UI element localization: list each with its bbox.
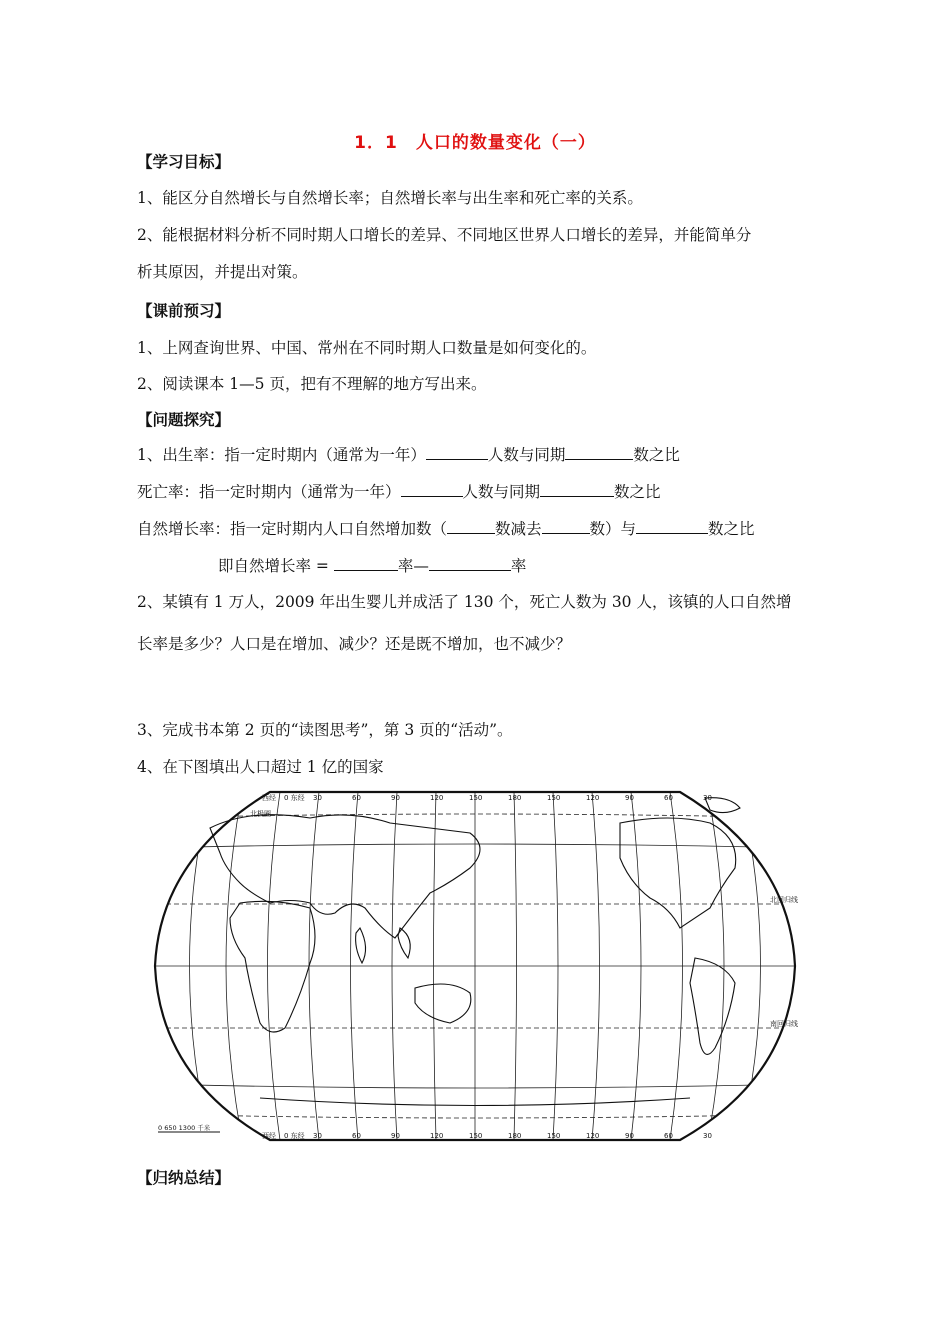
goals-heading: 【学习目标】 [137, 153, 231, 171]
bottom-longitude-label-7: 180 [508, 1132, 522, 1140]
bottom-longitude-label-9: 120 [586, 1132, 600, 1140]
preview-item-1: 1、上网查询世界、中国、常州在不同时期人口数量是如何变化的。 [137, 339, 597, 357]
natural-blank-2[interactable] [542, 518, 590, 534]
tropic-of-capricorn-label: 南回归线 [770, 1020, 798, 1028]
top-longitude-label-9: 120 [586, 794, 600, 802]
top-longitude-label-3: 60 [352, 794, 361, 802]
question-2-line-1: 2、某镇有 1 万人，2009 年出生婴儿并成活了 130 个，死亡人数为 30 人，该镇的人口自然增 [137, 593, 792, 611]
question-2-line-2: 长率是多少？人口是在增加、减少？还是既不增加，也不减少？ [137, 635, 572, 653]
natural-rate-prefix: 自然增长率：指一定时期内人口自然增加数（ [137, 520, 448, 538]
natural-rate-line [137, 518, 755, 539]
question-4: 4、在下图填出人口超过 1 亿的国家 [137, 758, 384, 776]
top-longitude-label-0: 西经 [262, 794, 276, 802]
natural-rate-suffix: 数之比 [708, 520, 755, 538]
death-rate-prefix: 死亡率：指一定时期内（通常为一年） [137, 483, 401, 501]
birth-rate-suffix: 数之比 [633, 446, 680, 464]
bottom-longitude-label-1: 0 东经 [284, 1132, 305, 1140]
summary-heading: 【归纳总结】 [137, 1169, 231, 1187]
question-3: 3、完成书本第 2 页的“读图思考”，第 3 页的“活动”。 [137, 721, 513, 739]
birth-blank-1[interactable] [426, 444, 488, 460]
death-rate-mid: 人数与同期 [462, 483, 541, 501]
preview-item-2: 2、阅读课本 1—5 页，把有不理解的地方写出来。 [137, 375, 487, 393]
page-title: 1．1 人口的数量变化（一） [354, 133, 596, 153]
goals-item-2-line-1: 2、能根据材料分析不同时期人口增长的差异、不同地区世界人口增长的差异，并能简单分 [137, 226, 752, 244]
top-longitude-label-11: 60 [664, 794, 673, 802]
death-blank-1[interactable] [401, 481, 463, 497]
tropic-of-cancer-label: 北回归线 [770, 896, 798, 904]
inquiry-heading: 【问题探究】 [137, 411, 231, 429]
death-rate-line [137, 481, 661, 502]
death-blank-2[interactable] [540, 481, 614, 497]
natural-blank-1[interactable] [447, 518, 495, 534]
birth-rate-prefix: 1、出生率：指一定时期内（通常为一年） [137, 446, 426, 464]
graticule [150, 792, 800, 1140]
natural-rate-mid-1: 数减去 [495, 520, 542, 538]
bottom-longitude-label-5: 120 [430, 1132, 444, 1140]
world-map[interactable] [150, 788, 800, 1143]
bottom-longitude-label-11: 60 [664, 1132, 673, 1140]
top-longitude-label-1: 0 东经 [284, 794, 305, 802]
formula-suffix: 率 [510, 557, 527, 575]
top-longitude-label-10: 90 [625, 794, 634, 802]
bottom-longitude-label-3: 60 [352, 1132, 361, 1140]
birth-rate-mid: 人数与同期 [487, 446, 566, 464]
map-scale-label: 0 650 1300 千米 [158, 1124, 211, 1132]
bottom-longitude-label-10: 90 [625, 1132, 634, 1140]
arctic-circle-label: 北极圈 [250, 810, 271, 818]
formula-blank-2[interactable] [429, 555, 511, 571]
formula-line [218, 555, 526, 576]
natural-rate-mid-2: 数）与 [589, 520, 637, 538]
death-rate-suffix: 数之比 [614, 483, 661, 501]
bottom-longitude-labels [262, 1131, 712, 1140]
bottom-longitude-label-4: 90 [391, 1132, 400, 1140]
top-longitude-label-7: 180 [508, 794, 522, 802]
goals-item-2-line-2: 析其原因，并提出对策。 [137, 263, 308, 281]
preview-heading: 【课前预习】 [137, 302, 231, 320]
top-longitude-label-5: 120 [430, 794, 444, 802]
formula-mid: 率— [397, 557, 429, 575]
top-longitude-label-12: 30 [703, 794, 712, 802]
bottom-longitude-label-0: 西经 [262, 1132, 276, 1140]
goals-item-1: 1、能区分自然增长与自然增长率；自然增长率与出生率和死亡率的关系。 [137, 189, 643, 207]
top-longitude-labels [262, 793, 712, 802]
bottom-longitude-label-6: 150 [469, 1132, 483, 1140]
top-longitude-label-4: 90 [391, 794, 400, 802]
bottom-longitude-label-2: 30 [313, 1132, 322, 1140]
natural-blank-3[interactable] [636, 518, 708, 534]
world-map-svg [150, 788, 800, 1143]
bottom-longitude-label-12: 30 [703, 1132, 712, 1140]
birth-rate-line [137, 444, 680, 465]
top-longitude-label-6: 150 [469, 794, 483, 802]
formula-prefix: 即自然增长率 = [218, 557, 329, 575]
top-longitude-label-8: 150 [547, 794, 561, 802]
bottom-longitude-label-8: 150 [547, 1132, 561, 1140]
top-longitude-label-2: 30 [313, 794, 322, 802]
birth-blank-2[interactable] [565, 444, 633, 460]
formula-blank-1[interactable] [334, 555, 398, 571]
